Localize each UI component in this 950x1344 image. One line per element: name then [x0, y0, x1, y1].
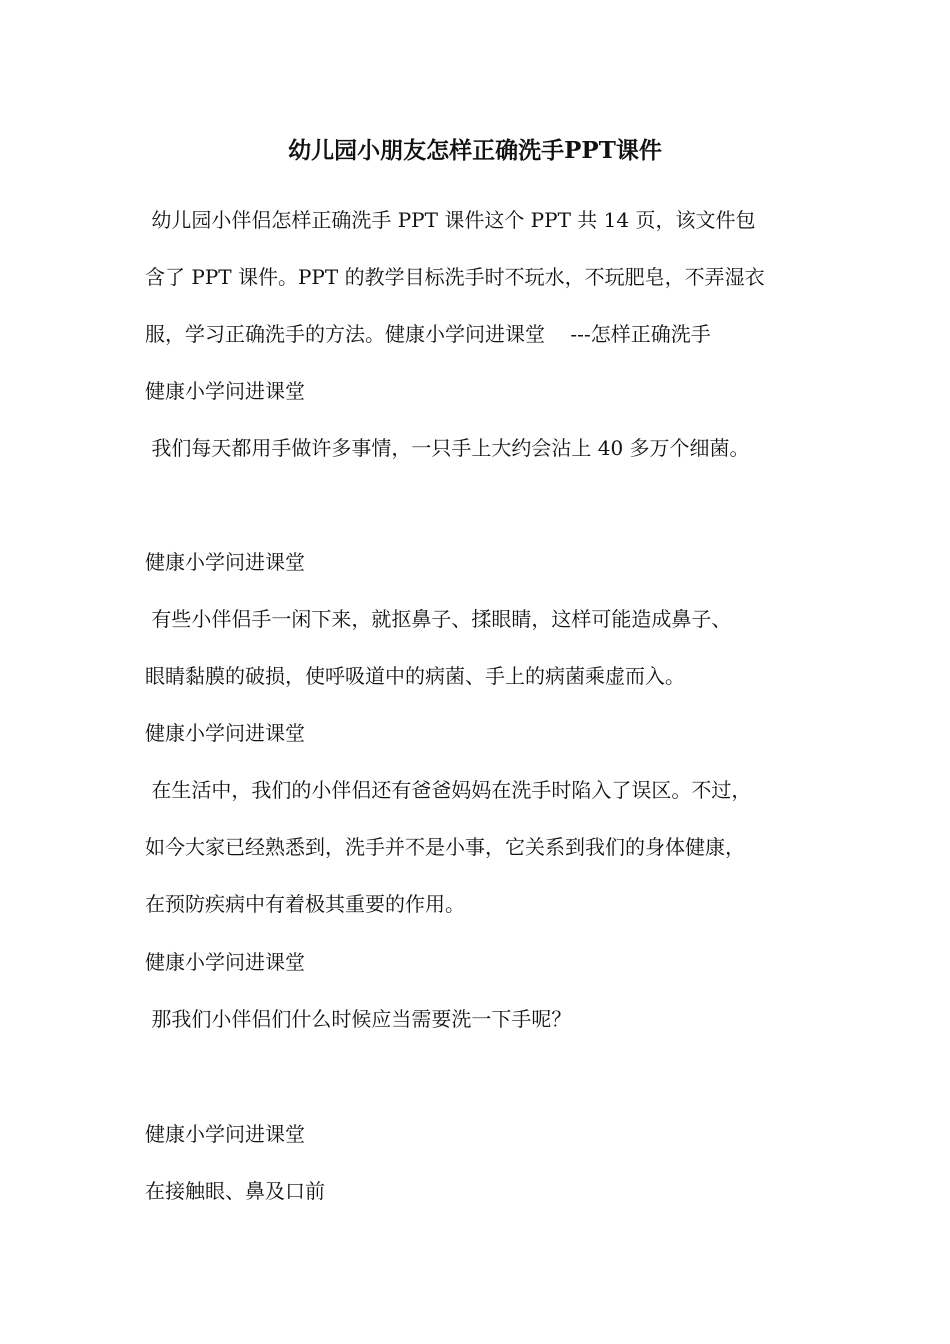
paragraph-line: 含了 PPT 课件。PPT 的教学目标洗手时不玩水，不玩肥皂，不弄湿衣 — [145, 265, 765, 289]
section-heading: 健康小学问进课堂 — [145, 379, 305, 403]
paragraph-line: 如今大家已经熟悉到，洗手并不是小事，它关系到我们的身体健康， — [145, 835, 745, 859]
paragraph-line: 服，学习正确洗手的方法。健康小学问进课堂 ---怎样正确洗手 — [145, 322, 711, 346]
paragraph-line: 幼儿园小伴侣怎样正确洗手 PPT 课件这个 PPT 共 14 页，该文件包 — [145, 208, 756, 232]
section-heading: 健康小学问进课堂 — [145, 950, 305, 974]
paragraph-line: 在预防疾病中有着极其重要的作用。 — [145, 892, 465, 916]
section-heading: 健康小学问进课堂 — [145, 550, 305, 574]
paragraph-line: 那我们小伴侣们什么时候应当需要洗一下手呢？ — [145, 1007, 572, 1031]
paragraph-line: 我们每天都用手做许多事情，一只手上大约会沾上 40 多万个细菌。 — [145, 436, 750, 460]
section-heading: 健康小学问进课堂 — [145, 1122, 305, 1146]
paragraph-line: 在接触眼、鼻及口前 — [145, 1179, 325, 1203]
document-title: 幼儿园小朋友怎样正确洗手PPT课件 — [288, 137, 662, 164]
section-heading: 健康小学问进课堂 — [145, 721, 305, 745]
paragraph-line: 在生活中，我们的小伴侣还有爸爸妈妈在洗手时陷入了误区。不过， — [145, 778, 752, 802]
paragraph-line: 有些小伴侣手一闲下来，就抠鼻子、揉眼睛，这样可能造成鼻子、 — [145, 607, 732, 631]
paragraph-line: 眼睛黏膜的破损，使呼吸道中的病菌、手上的病菌乘虚而入。 — [145, 664, 685, 688]
